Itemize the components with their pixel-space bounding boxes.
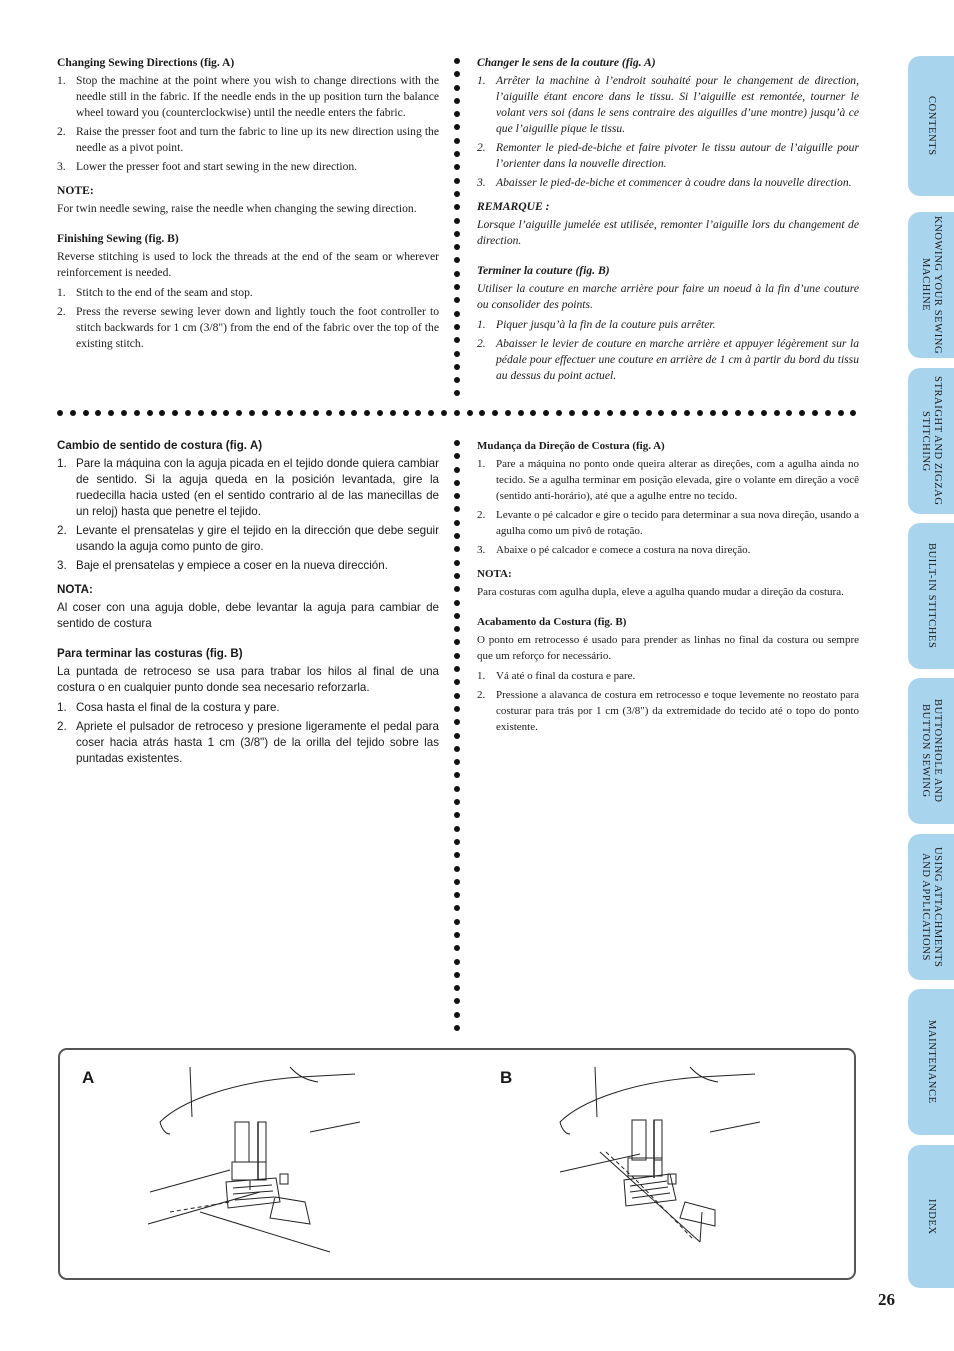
divider-dot bbox=[454, 231, 460, 237]
divider-dot bbox=[454, 440, 460, 446]
list-item: 2. Raise the presser foot and turn the fabric to line up its new direction using the needle as a pivot point. bbox=[57, 125, 439, 154]
divider-dot bbox=[722, 410, 728, 416]
divider-dot bbox=[454, 972, 460, 978]
divider-dot bbox=[275, 410, 281, 416]
divider-dot bbox=[454, 257, 460, 263]
divider-dot bbox=[172, 410, 178, 416]
divider-dot bbox=[697, 410, 703, 416]
divider-dot bbox=[454, 733, 460, 739]
divider-dot bbox=[377, 410, 383, 416]
list-item: 2. Pressione a alavanca de costura em retrocesso e toque levemente no reostato para costurar para trás por 1 cm (3/8") da extremidade do tecido até o topo do ponto existente. bbox=[477, 689, 859, 733]
french-steps-direction bbox=[477, 73, 859, 191]
divider-dot bbox=[159, 410, 165, 416]
divider-dot bbox=[454, 639, 460, 645]
divider-dot bbox=[313, 410, 319, 416]
list-item: 3. Baje el prensatelas y empiece a coser en la nueva dirección. bbox=[57, 559, 388, 572]
divider-dot bbox=[492, 410, 498, 416]
divider-dot bbox=[786, 410, 792, 416]
divider-dot bbox=[211, 410, 217, 416]
divider-dot bbox=[454, 693, 460, 699]
divider-dot bbox=[454, 453, 460, 459]
divider-dot bbox=[454, 337, 460, 343]
divider-dot bbox=[774, 410, 780, 416]
spanish-steps-direction bbox=[57, 456, 439, 574]
divider-dot bbox=[735, 410, 741, 416]
divider-dot bbox=[454, 164, 460, 170]
divider-dot bbox=[454, 124, 460, 130]
divider-dot bbox=[838, 410, 844, 416]
divider-dot bbox=[83, 410, 89, 416]
divider-dot bbox=[594, 410, 600, 416]
divider-dot bbox=[454, 799, 460, 805]
divider-dot bbox=[454, 905, 460, 911]
list-item: 3. Abaisser le pied-de-biche et commencer à coudre dans la nouvelle direction. bbox=[477, 176, 852, 189]
english-steps-finishing bbox=[57, 285, 439, 352]
divider-dot bbox=[454, 600, 460, 606]
tab-built-in-stitches[interactable]: BUILT-IN STITCHES bbox=[908, 523, 954, 669]
divider-dot bbox=[454, 679, 460, 685]
divider-dot bbox=[454, 573, 460, 579]
divider-dot bbox=[454, 85, 460, 91]
divider-dot bbox=[633, 410, 639, 416]
figure-b-label: B bbox=[500, 1068, 513, 1087]
divider-dot bbox=[454, 98, 460, 104]
divider-dot bbox=[326, 410, 332, 416]
spanish-note-text: Al coser con una aguja doble, debe levantar la aguja para cambiar de sentido de costura bbox=[57, 601, 439, 630]
divider-dot bbox=[582, 410, 588, 416]
divider-dot bbox=[339, 410, 345, 416]
divider-dot bbox=[646, 410, 652, 416]
divider-dot bbox=[812, 410, 818, 416]
divider-dot bbox=[454, 586, 460, 592]
list-item: 3. Abaixe o pé calcador e comece a costura na nova direção. bbox=[477, 544, 751, 556]
spanish-note-label: NOTA: bbox=[57, 583, 93, 596]
divider-dot bbox=[454, 480, 460, 486]
figure-panel bbox=[58, 1048, 856, 1280]
divider-dot bbox=[454, 111, 460, 117]
list-item: 2. Remonter le pied-de-biche et faire pivoter le tissu autour de l’aiguille pour l’orienter dans la nouvelle direction. bbox=[477, 141, 859, 170]
french-note-label: REMARQUE : bbox=[477, 200, 550, 213]
divider-dot bbox=[454, 244, 460, 250]
spanish-heading-direction: Cambio de sentido de costura (fig. A) bbox=[57, 439, 263, 452]
divider-dot bbox=[454, 959, 460, 965]
portuguese-heading-direction: Mudança da Direção de Costura (fig. A) bbox=[477, 440, 665, 452]
divider-dot bbox=[454, 493, 460, 499]
list-item: 1. Cosa hasta el final de la costura y pare. bbox=[57, 701, 280, 714]
divider-dot bbox=[454, 892, 460, 898]
list-item: 2. Press the reverse sewing lever down and lightly touch the foot controller to stitch backwards for 1 cm (3/8") from the end of the fabric over the top of the existing stitch. bbox=[57, 305, 439, 350]
divider-dot bbox=[607, 410, 613, 416]
list-item: 1. Piquer jusqu’à la fin de la couture puis arrêter. bbox=[477, 318, 716, 331]
divider-dot bbox=[454, 985, 460, 991]
divider-dot bbox=[454, 626, 460, 632]
divider-dot bbox=[454, 932, 460, 938]
list-item: 2. Levante o pé calcador e gire o tecido para determinar a sua nova direção, usando a agulha como um pivô de rotação. bbox=[477, 509, 859, 537]
divider-dot bbox=[454, 520, 460, 526]
divider-dot bbox=[454, 772, 460, 778]
list-item: 2. Levante el prensatelas y gire el tejido en la dirección que debe seguir usando la aguja como punto de giro. bbox=[57, 524, 439, 553]
divider-dot bbox=[454, 297, 460, 303]
french-note-text: Lorsque l’aiguille jumelée est utilisée, remonter l’aiguille lors du changement de direction. bbox=[477, 218, 859, 247]
divider-dot bbox=[454, 746, 460, 752]
divider-dot bbox=[454, 786, 460, 792]
tab-straight-and-zigzag-stitching[interactable]: STRAIGHT AND ZIGZAG STITCHING bbox=[908, 368, 954, 514]
list-item: 1. Pare a máquina no ponto onde queira alterar as direções, com a agulha ainda no tecido. Se a agulha terminar em posição elevada, gire o volante em direção a você (sentido anti-horário), até que a agulhe entre no tecido. bbox=[477, 458, 859, 502]
divider-dot bbox=[454, 351, 460, 357]
divider-dot bbox=[620, 410, 626, 416]
horizontal-dotted-divider bbox=[57, 410, 856, 416]
divider-dot bbox=[454, 852, 460, 858]
divider-dot bbox=[300, 410, 306, 416]
divider-dot bbox=[57, 410, 63, 416]
divider-dot bbox=[454, 546, 460, 552]
divider-dot bbox=[530, 410, 536, 416]
divider-dot bbox=[454, 191, 460, 197]
divider-dot bbox=[454, 719, 460, 725]
tab-index[interactable]: INDEX bbox=[908, 1145, 954, 1288]
divider-dot bbox=[454, 653, 460, 659]
divider-dot bbox=[454, 271, 460, 277]
portuguese-note-label: NOTA: bbox=[477, 568, 512, 580]
divider-dot bbox=[748, 410, 754, 416]
divider-dot bbox=[454, 506, 460, 512]
divider-dot bbox=[454, 311, 460, 317]
divider-dot bbox=[95, 410, 101, 416]
divider-dot bbox=[543, 410, 549, 416]
divider-dot bbox=[505, 410, 511, 416]
list-item: 1. Stop the machine at the point where you wish to change directions with the needle still in the fabric. If the needle ends in the up position turn the balance wheel toward you (counterclockwise) until the needle enters the fabric. bbox=[57, 74, 439, 119]
divider-dot bbox=[108, 410, 114, 416]
divider-dot bbox=[454, 410, 460, 416]
divider-dot bbox=[454, 138, 460, 144]
divider-dot bbox=[454, 204, 460, 210]
portuguese-note-text: Para costuras com agulha dupla, eleve a agulha quando mudar a direção da costura. bbox=[477, 586, 844, 598]
divider-dot bbox=[825, 410, 831, 416]
divider-dot bbox=[658, 410, 664, 416]
divider-dot bbox=[454, 1025, 460, 1031]
divider-dot bbox=[454, 151, 460, 157]
divider-dot bbox=[479, 410, 485, 416]
divider-dot bbox=[198, 410, 204, 416]
divider-dot bbox=[121, 410, 127, 416]
divider-dot bbox=[454, 364, 460, 370]
divider-dot bbox=[671, 410, 677, 416]
divider-dot bbox=[364, 410, 370, 416]
divider-dot bbox=[249, 410, 255, 416]
divider-dot bbox=[454, 613, 460, 619]
divider-dot bbox=[556, 410, 562, 416]
tab-using-attachments-and-applications[interactable]: USING ATTACHMENTS AND APPLICATIONS bbox=[908, 834, 954, 980]
divider-dot bbox=[134, 410, 140, 416]
list-item: 2. Apriete el pulsador de retroceso y presione ligeramente el pedal para coser hacia atrás hasta 1 cm (3/8") de la orilla del tejido sobre las puntadas existentes. bbox=[57, 720, 439, 765]
divider-dot bbox=[710, 410, 716, 416]
vertical-dotted-divider-bottom bbox=[454, 440, 460, 1038]
portuguese-steps-finishing bbox=[477, 668, 859, 735]
spanish-steps-finishing bbox=[57, 700, 439, 767]
divider-dot bbox=[185, 410, 191, 416]
divider-dot bbox=[454, 377, 460, 383]
list-item: 1. Arrêter la machine à l’endroit souhaité pour le changement de direction, l’aiguille étant encore dans le tissu. Si l’aiguille est remontée, tourner le volant vers soi (dans le sens contraire des aiguilles d’une montre) jusqu’à ce que l’aiguille pique le tissu. bbox=[477, 74, 859, 135]
portuguese-finishing-intro: O ponto em retrocesso é usado para prender as linhas no final da costura ou sempre que um reforço for necessário. bbox=[477, 634, 859, 662]
divider-dot bbox=[454, 919, 460, 925]
divider-dot bbox=[454, 1012, 460, 1018]
divider-dot bbox=[850, 410, 856, 416]
divider-dot bbox=[428, 410, 434, 416]
tab-buttonhole-and-button-sewing[interactable]: BUTTONHOLE AND BUTTON SEWING bbox=[908, 678, 954, 824]
divider-dot bbox=[799, 410, 805, 416]
divider-dot bbox=[441, 410, 447, 416]
divider-dot bbox=[147, 410, 153, 416]
vertical-dotted-divider-top bbox=[454, 58, 460, 404]
divider-dot bbox=[403, 410, 409, 416]
divider-dot bbox=[454, 560, 460, 566]
french-finishing-intro: Utiliser la couture en marche arrière pour faire un noeud à la fin d’une couture ou consolider des points. bbox=[477, 282, 859, 311]
page-number: 26 bbox=[878, 1290, 895, 1309]
french-section bbox=[477, 55, 859, 392]
divider-dot bbox=[390, 410, 396, 416]
divider-dot bbox=[454, 706, 460, 712]
divider-dot bbox=[454, 71, 460, 77]
divider-dot bbox=[70, 410, 76, 416]
divider-dot bbox=[454, 467, 460, 473]
english-steps-direction bbox=[57, 73, 439, 175]
portuguese-section bbox=[477, 438, 859, 743]
divider-dot bbox=[454, 759, 460, 765]
divider-dot bbox=[454, 998, 460, 1004]
divider-dot bbox=[454, 178, 460, 184]
divider-dot bbox=[454, 218, 460, 224]
spanish-section bbox=[57, 438, 439, 775]
french-heading-finishing: Terminer la couture (fig. B) bbox=[477, 264, 610, 277]
divider-dot bbox=[351, 410, 357, 416]
figure-a-illustration bbox=[140, 1062, 440, 1262]
english-note-label: NOTE: bbox=[57, 184, 94, 197]
divider-dot bbox=[454, 390, 460, 396]
divider-dot bbox=[454, 58, 460, 64]
tab-contents[interactable]: CONTENTS bbox=[908, 56, 954, 196]
divider-dot bbox=[236, 410, 242, 416]
divider-dot bbox=[454, 826, 460, 832]
divider-dot bbox=[518, 410, 524, 416]
divider-dot bbox=[415, 410, 421, 416]
list-item: 1. Stitch to the end of the seam and stop. bbox=[57, 286, 253, 299]
divider-dot bbox=[454, 879, 460, 885]
list-item: 3. Lower the presser foot and start sewing in the new direction. bbox=[57, 160, 358, 173]
divider-dot bbox=[223, 410, 229, 416]
english-section bbox=[57, 55, 439, 360]
english-heading-finishing: Finishing Sewing (fig. B) bbox=[57, 232, 179, 245]
divider-dot bbox=[287, 410, 293, 416]
divider-dot bbox=[454, 533, 460, 539]
english-heading-direction: Changing Sewing Directions (fig. A) bbox=[57, 56, 235, 69]
portuguese-steps-direction bbox=[477, 456, 859, 558]
divider-dot bbox=[761, 410, 767, 416]
divider-dot bbox=[454, 866, 460, 872]
tab-maintenance[interactable]: MAINTENANCE bbox=[908, 989, 954, 1135]
figure-b-illustration bbox=[540, 1062, 840, 1262]
divider-dot bbox=[454, 945, 460, 951]
french-steps-finishing bbox=[477, 317, 859, 384]
english-finishing-intro: Reverse stitching is used to lock the threads at the end of the seam or wherever reinforcement is needed. bbox=[57, 250, 439, 279]
divider-dot bbox=[569, 410, 575, 416]
divider-dot bbox=[262, 410, 268, 416]
list-item: 1. Vá até o final da costura e pare. bbox=[477, 670, 636, 682]
figure-a-label: A bbox=[82, 1068, 95, 1087]
list-item: 1. Pare la máquina con la aguja picada en el tejido donde quiera cambiar de sentido. Si la aguja queda en la posición levantada, gire la ruedecilla hacia usted (en el sentido contrario al de las manecillas de un reloj) hasta que penetre el tejido. bbox=[57, 457, 439, 518]
divider-dot bbox=[467, 410, 473, 416]
spanish-finishing-intro: La puntada de retroceso se usa para trabar los hilos al final de una costura o en cualquier punto donde sea necesario reforzarla. bbox=[57, 665, 439, 694]
tab-knowing-your-sewing-machine[interactable]: KNOWING YOUR SEWING MACHINE bbox=[908, 212, 954, 358]
list-item: 2. Abaisser le levier de couture en marche arrière et appuyer légèrement sur la pédale pour effectuer une couture en arrière de 1 cm à partir du bord du tissu au dessus du point actuel. bbox=[477, 337, 859, 382]
french-heading-direction: Changer le sens de la couture (fig. A) bbox=[477, 56, 656, 69]
divider-dot bbox=[454, 839, 460, 845]
divider-dot bbox=[454, 666, 460, 672]
divider-dot bbox=[684, 410, 690, 416]
english-note-text: For twin needle sewing, raise the needle when changing the sewing direction. bbox=[57, 202, 417, 215]
portuguese-heading-finishing: Acabamento da Costura (fig. B) bbox=[477, 616, 627, 628]
divider-dot bbox=[454, 284, 460, 290]
spanish-heading-finishing: Para terminar las costuras (fig. B) bbox=[57, 647, 243, 660]
divider-dot bbox=[454, 812, 460, 818]
divider-dot bbox=[454, 324, 460, 330]
